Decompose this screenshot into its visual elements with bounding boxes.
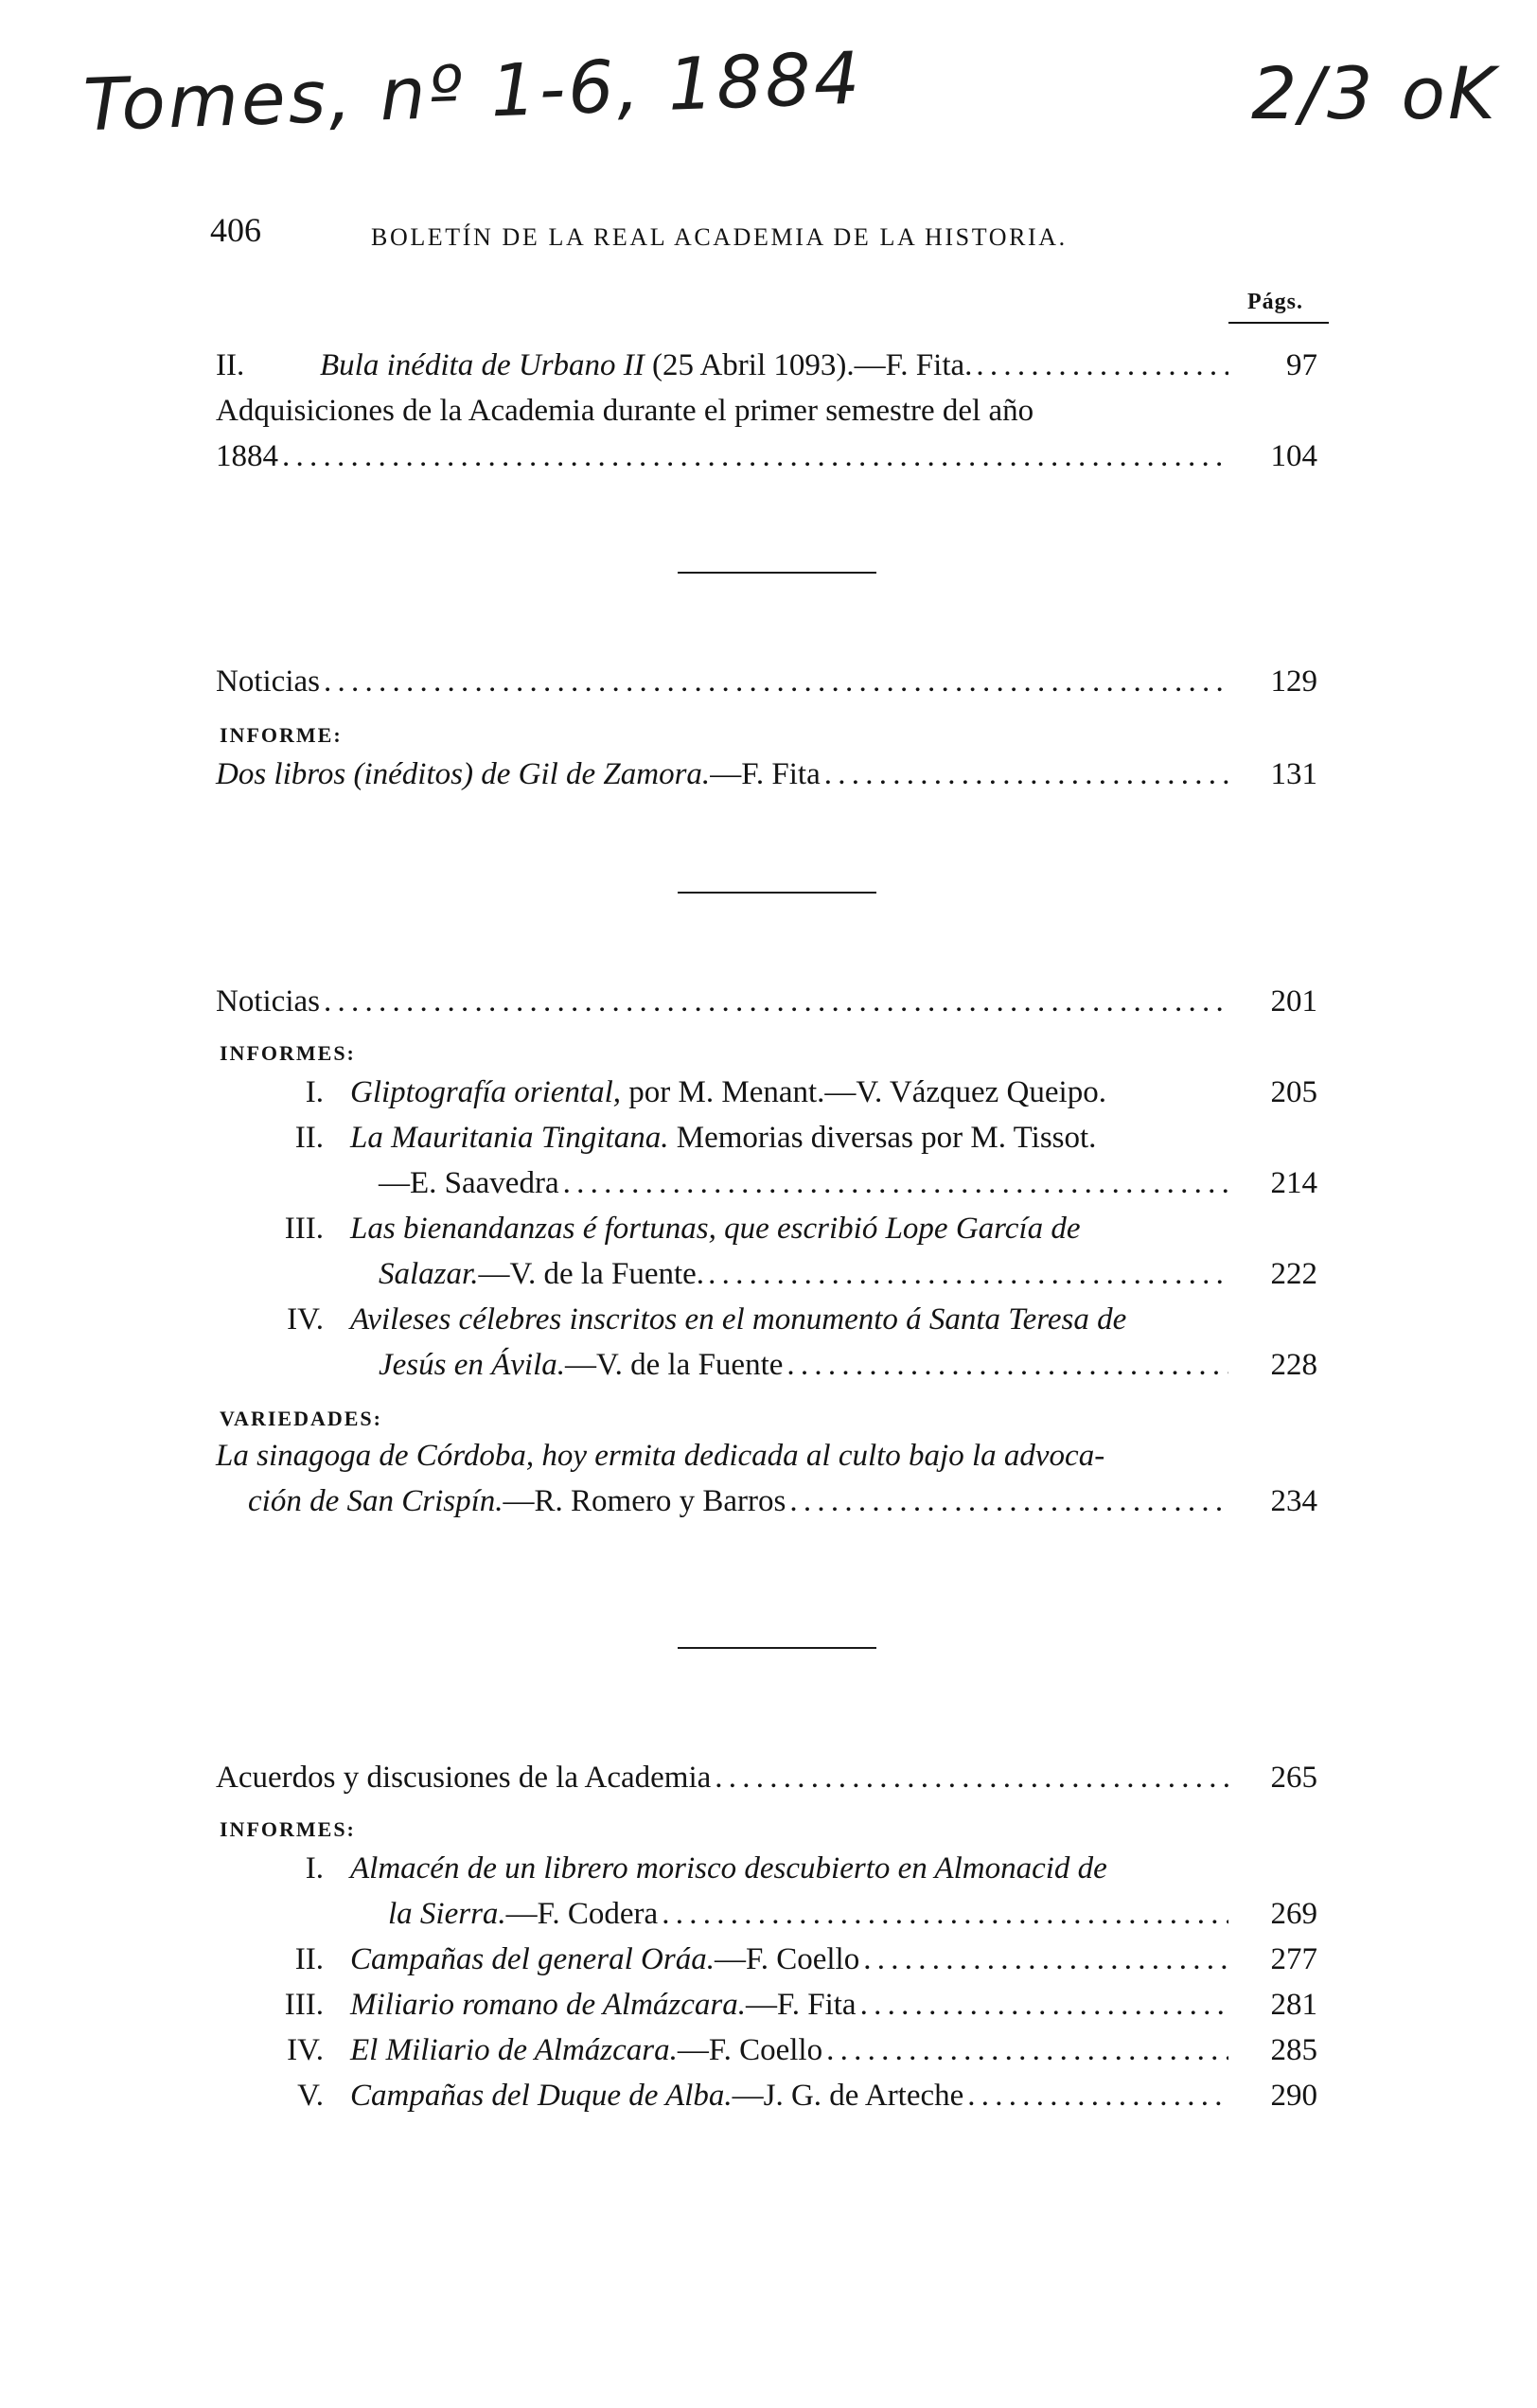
toc-entry — [388, 1897, 1317, 1932]
toc-entry — [216, 1075, 1317, 1110]
entry-title: El Miliario de Almázcara. — [350, 2033, 678, 2067]
entry-title: Bula inédita de Urbano II — [320, 348, 645, 382]
entry-title: ción de San Crispín. — [248, 1484, 504, 1518]
entry-number: IV. — [287, 2033, 324, 2067]
entry-page: 234 — [1270, 1484, 1317, 1518]
pags-label: Págs. — [1247, 290, 1303, 314]
entry-author: —R. Romero y Barros — [503, 1484, 786, 1518]
toc-entry — [216, 348, 1317, 383]
entry-number: II. — [294, 1121, 324, 1155]
entry-page: 285 — [1270, 2033, 1317, 2067]
dot-leader — [563, 1166, 1228, 1201]
dot-leader — [967, 2079, 1228, 2114]
toc-entry — [216, 1761, 1317, 1796]
entry-author: —F. Coello — [714, 1942, 860, 1976]
toc-entry — [216, 664, 1317, 699]
entry-title: Jesús en Ávila. — [379, 1348, 566, 1382]
entry-page: 265 — [1270, 1761, 1317, 1795]
dot-leader — [789, 1484, 1228, 1519]
entry-page: 277 — [1270, 1942, 1317, 1976]
entry-author: Memorias diversas por M. Tissot. — [668, 1121, 1097, 1155]
handwritten-note-right: 2/3 oK — [1251, 51, 1498, 135]
entry-number: II. — [216, 348, 245, 382]
entry-title: Campañas del Duque de Alba. — [350, 2079, 733, 2113]
entry-author: —V. de la Fuente. — [478, 1257, 705, 1291]
entry-author: —F. Fita — [746, 1988, 857, 2022]
entry-page: 205 — [1270, 1075, 1317, 1109]
entry-number: V. — [297, 2079, 324, 2113]
entry-page: 214 — [1270, 1166, 1317, 1200]
section-label: INFORMES: — [220, 1817, 356, 1841]
toc-entry — [379, 1348, 1317, 1383]
entry-title: la Sierra. — [388, 1897, 506, 1931]
entry-number: I. — [305, 1075, 324, 1109]
section-divider — [678, 1647, 876, 1649]
entry-text: 1884 — [216, 439, 278, 473]
entry-text: Noticias — [216, 664, 320, 699]
entry-page: 97 — [1286, 348, 1317, 382]
entry-text — [216, 1439, 1104, 1474]
entry-author: —F. Fita — [710, 757, 821, 791]
dot-leader — [708, 1257, 1228, 1292]
entry-number: IV. — [287, 1302, 324, 1337]
toc-entry — [216, 1302, 1317, 1337]
dot-leader — [715, 1761, 1228, 1796]
entry-page: 290 — [1270, 2079, 1317, 2113]
toc-entry — [216, 2033, 1317, 2068]
toc-entry — [216, 2079, 1317, 2114]
toc-entry — [216, 439, 1317, 474]
dot-leader — [324, 984, 1228, 1019]
section-label: INFORME: — [220, 723, 343, 747]
handwritten-note-left: Tomes, nº 1-6, 1884 — [81, 35, 864, 148]
entry-text: Noticias — [216, 984, 320, 1018]
toc-entry — [216, 1988, 1317, 2023]
dot-leader — [976, 348, 1228, 383]
entry-number: II. — [294, 1942, 324, 1976]
toc-entry — [216, 984, 1317, 1019]
entry-title: Campañas del general Oráa. — [350, 1942, 715, 1976]
entry-title: Gliptografía oriental, — [350, 1075, 622, 1109]
entry-author: por M. Menant.—V. Vázquez Queipo. — [621, 1075, 1106, 1109]
dot-leader — [860, 1988, 1228, 2023]
entry-page: 131 — [1270, 757, 1317, 791]
entry-title: La Mauritania Tingitana. — [350, 1121, 669, 1155]
entry-title: Miliario romano de Almázcara. — [350, 1988, 746, 2022]
toc-entry — [216, 1851, 1317, 1886]
entry-page: 104 — [1270, 439, 1317, 473]
entry-page: 281 — [1270, 1988, 1317, 2022]
section-divider — [678, 892, 876, 894]
dot-leader — [662, 1897, 1228, 1932]
dot-leader — [786, 1348, 1228, 1383]
section-divider — [678, 572, 876, 574]
entry-page: 129 — [1270, 664, 1317, 699]
toc-entry — [216, 757, 1317, 792]
toc-entry — [216, 1942, 1317, 1977]
entry-title: Almacén de un librero morisco descubierto en Almonacid de — [350, 1851, 1107, 1886]
entry-text: Acuerdos y discusiones de la Academia — [216, 1761, 712, 1795]
section-label: INFORMES: — [220, 1041, 356, 1065]
dot-leader — [826, 2033, 1228, 2068]
entry-number: I. — [305, 1851, 324, 1886]
entry-author: —J. G. de Arteche — [732, 2079, 964, 2113]
entry-number: III. — [284, 1988, 324, 2022]
entry-title: La sinagoga de Córdoba, hoy ermita dedicada al culto bajo la advoca- — [216, 1439, 1105, 1473]
entry-number: III. — [284, 1212, 324, 1246]
toc-entry — [216, 1212, 1317, 1247]
entry-page: 222 — [1270, 1257, 1317, 1291]
toc-entry — [379, 1166, 1317, 1201]
entry-text: Adquisiciones de la Academia durante el primer semestre del año — [216, 394, 1034, 428]
entry-title: Dos libros (inéditos) de Gil de Zamora. — [216, 757, 711, 791]
entry-author: (25 Abril 1093).—F. Fita. — [644, 348, 973, 382]
entry-page: 269 — [1270, 1897, 1317, 1931]
page-number: 406 — [210, 211, 261, 249]
running-title: BOLETÍN DE LA REAL ACADEMIA DE LA HISTORIA. — [371, 223, 1068, 251]
entry-title: Salazar. — [379, 1257, 479, 1291]
dot-leader — [282, 439, 1228, 474]
dot-leader — [863, 1942, 1228, 1977]
dot-leader — [324, 664, 1228, 699]
entry-page: 201 — [1270, 984, 1317, 1018]
entry-title: Avileses célebres inscritos en el monumento á Santa Teresa de — [350, 1302, 1127, 1337]
entry-author: —F. Coello — [677, 2033, 823, 2067]
section-label: VARIEDADES: — [220, 1407, 382, 1430]
pags-underline — [1228, 322, 1329, 324]
toc-entry — [216, 1121, 1317, 1156]
toc-entry — [248, 1484, 1317, 1519]
entry-page: 228 — [1270, 1348, 1317, 1382]
toc-entry — [379, 1257, 1317, 1292]
dot-leader — [824, 757, 1228, 792]
entry-title: Las bienandanzas é fortunas, que escribió Lope García de — [350, 1212, 1081, 1246]
entry-author: —E. Saavedra — [379, 1166, 559, 1200]
entry-author: —V. de la Fuente — [565, 1348, 784, 1382]
entry-author: —F. Codera — [505, 1897, 659, 1931]
